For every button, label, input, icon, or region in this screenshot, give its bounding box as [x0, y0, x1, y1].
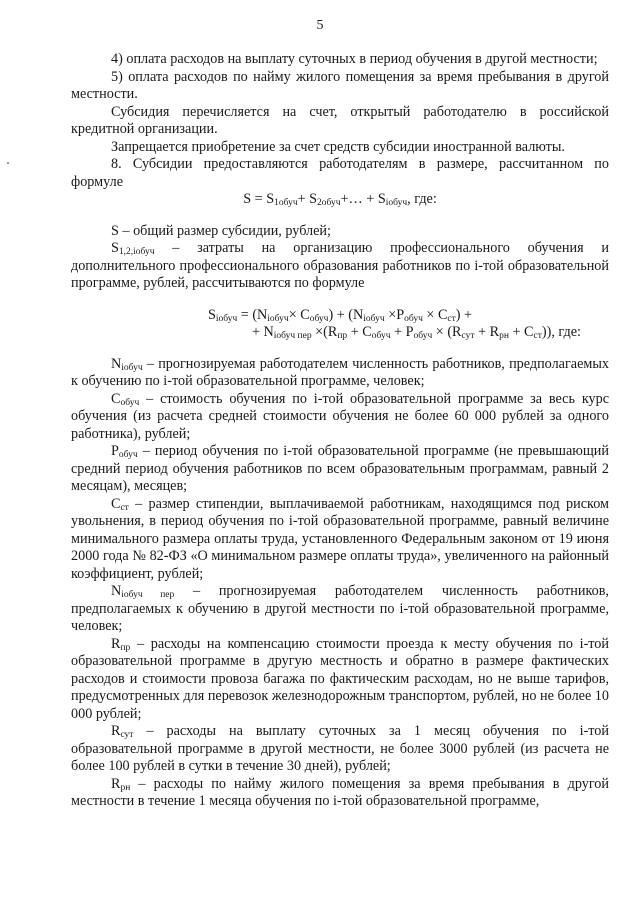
paragraph-subsidy-transfer: Субсидия перечисляется на счет, открытый работодателю в российской кредитной организации.: [71, 103, 609, 137]
formula-total-subsidy: $S = S_{1обуч}+$ $S_{2обуч}+\dots + S_{iобуч}$, где:: [243, 191, 437, 208]
term-r-rn: $R_{рн}$ – расходы по найму жилого помещения за время пребывания в другой местности в течение 1 месяца обучения по i-той образовательной программе,: [71, 775, 609, 809]
term-c-obuch: $C_{обуч}$ – стоимость обучения по i-той образовательной программе за весь курс обучения (из расчета средней стоимости обучения не более 60 000 рублей за одного работника), рублей;: [71, 390, 609, 442]
term-c-st: $C_{ст}$ – размер стипендии, выплачиваемой работникам, находящимся под риском увольнения, в период обучения по i-той образовательной программе, равный величине минимального размера оплаты труда, установленного Федеральным законом от 19 июня 2000 года № 82-ФЗ «О минимальном размере оплаты труда», увеличенного на районный коэффициент, рублей;: [71, 495, 609, 582]
paragraph-currency-prohibition: Запрещается приобретение за счет средств субсидии иностранной валюты.: [111, 138, 565, 155]
definition-s: S – общий размер субсидии, рублей;: [111, 222, 331, 239]
paragraph-item-5: 5) оплата расходов по найму жилого помещения за время пребывания в другой местности.: [71, 68, 609, 102]
term-definitions: [71, 356, 609, 811]
paragraph-item-4: 4) оплата расходов на выплату суточных в период обучения в другой местности;: [111, 51, 598, 67]
paragraph-item-8: 8. Субсидии предоставляются работодателям в размере, рассчитанном по формуле: [71, 156, 609, 190]
margin-dot: [7, 162, 9, 164]
formula-line-1: $S_{iобуч} = (N_{iобуч}\times C_{обуч}) + (N_{iобуч} \times P_{обуч} \times C_{ст})$ +: [207, 306, 473, 324]
document-body: [71, 51, 609, 811]
term-r-sut: $R_{сут}$ – расходы на выплату суточных за 1 месяц обучения по i-той образовательной программе в другой местности, не более 3000 рублей (из расчета не более 100 рублей в сутки в течение 30 дней), рублей;: [71, 723, 609, 774]
term-n-iobuch-per: $N_{iобуч пер}$ – прогнозируемая работодателем численность работников, предполагаемых к обучению в другой местности по i-той образовательной программе, человек;: [71, 583, 609, 634]
term-p-obuch: $P_{обуч}$ – период обучения по i-той образовательной программе (не превышающий средний период обучения работников по всем образовательным программам, равный 2 месяцам), месяцев;: [71, 443, 609, 494]
definition-s-i: $S_{1,2,iобуч}$ – затраты на организацию профессионального обучения и дополнительного профессионального образования работников по i-той образовательной программе, рублей, рассчитываются по формуле: [71, 240, 609, 291]
term-n-iobuch: $N_{iобуч}$ – прогнозируемая работодателем численность работников, предполагаемых к обучению по i-той образовательной программе, человек;: [71, 355, 609, 389]
formula-line-2: + $N_{iобуч пер} \times(R_{пр} + C_{обуч} + P_{обуч} \times (R_{сут} + R_{рн} + C_{ст}))$, где:: [251, 324, 581, 341]
formula-cost-per-program: [71, 307, 609, 342]
page-number: 5: [316, 18, 324, 33]
term-r-pr: $R_{пр}$ – расходы на компенсацию стоимости проезда к месту обучения по i-той образовательной программе в другую местность и обратно в размере фактических расходов и стоимости провоза багажа по фактическим расходам, но не выше тарифов, предусмотренных для перевозок железнодорожным транспортом, рублей, но не более 10 000 рублей;: [71, 635, 609, 722]
